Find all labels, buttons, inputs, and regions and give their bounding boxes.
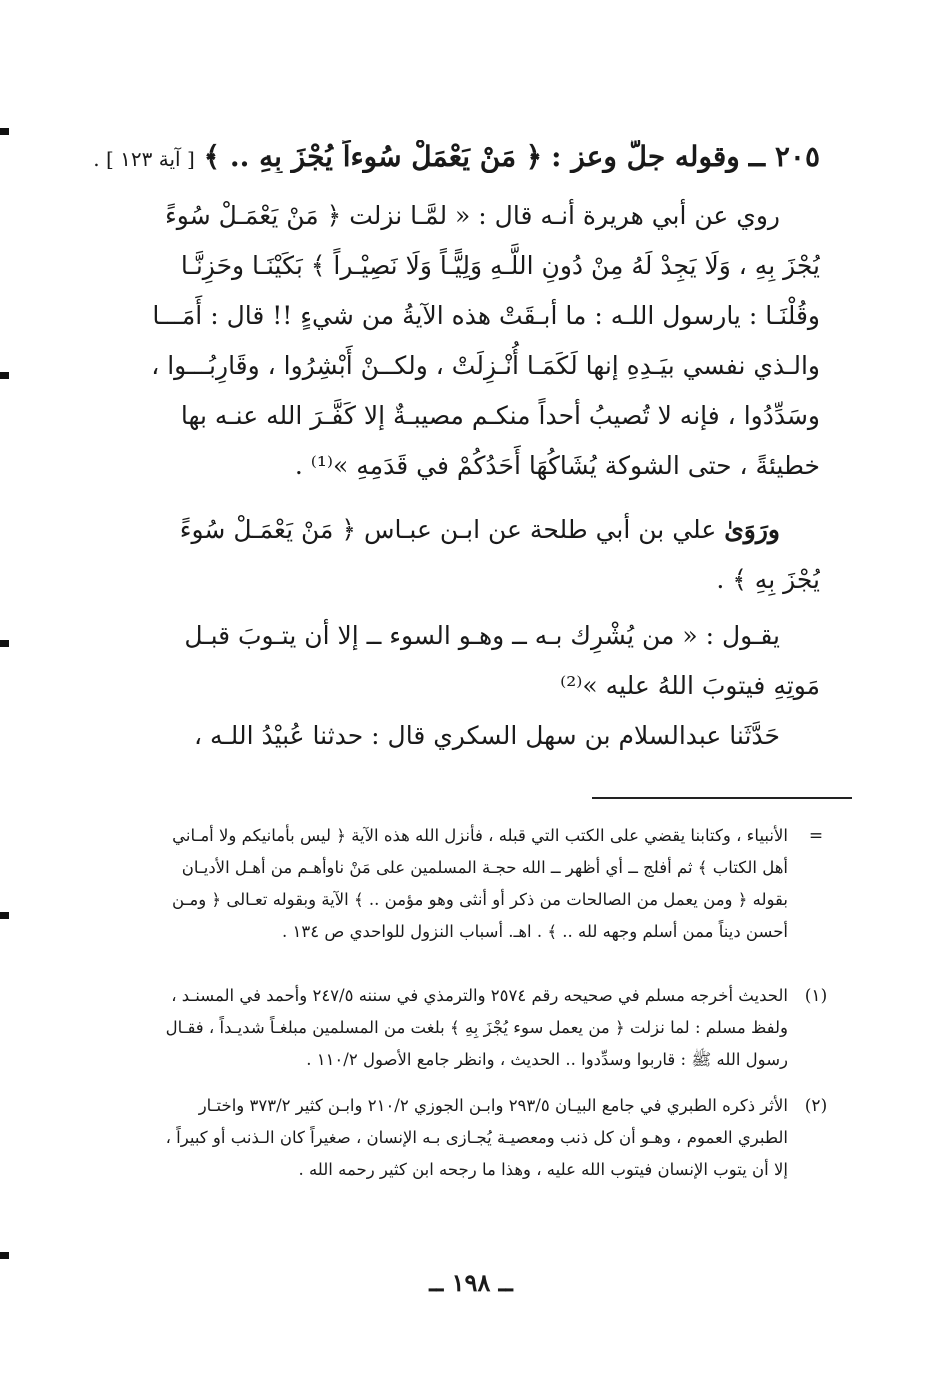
footnote-line: الأثر ذكره الطبري في جامع البيـان ٢٩٣/٥ وابـن الجوزي ٢١٠/٢ وابـن كثير ٣٧٣/٢ واختـار (198, 1096, 788, 1115)
page-number: ــ ١٩٨ ــ (429, 1268, 513, 1297)
footnote-line: الطبري العموم ، وهـو أن كل ذنب ومعصيـة يُجـازى بـه الإنسان ، صغيراً كان الـذنب أو كبيراً ، (165, 1128, 788, 1147)
footnote-line: الأنبياء ، وكتابنا يقضي على الكتب التي قبله ، فأنزل الله هذه الآية ﴿ ليس بأمانيكم ولا أمـاني (172, 826, 788, 845)
body-line: خطيئةً ، حتى الشوكة يُشَاكُهَا أَحَدُكُمْ في قَدَمِهِ »⁽¹⁾ . (294, 451, 820, 480)
body-line: يقـول : « من يُشْرِك بـه ــ وهـو السوء ــ إلا أن يتـوبَ قبـل (184, 621, 780, 650)
section-number: ٢٠٥ ــ (748, 140, 820, 173)
section-heading (84, 140, 820, 173)
footnote-line: إلا أن يتوب الإنسان فيتوب الله عليه ، وهذا ما رجحه ابن كثير رحمه الله . (298, 1160, 788, 1179)
scan-edge-mark (0, 128, 9, 135)
section-title: وقوله جلَّ وعز : (551, 140, 740, 173)
body-line: يُجْزَ بِهِ ﴾ . (716, 565, 820, 594)
scan-edge-mark (0, 912, 9, 919)
body-line: روي عن أبي هريرة أنـه قال : « لمَّـا نزلت ﴿ مَنْ يَعْمَـلْ سُوءً (165, 201, 780, 230)
footnote-line: رسول الله ﷺ : قاربوا وسدِّدوا .. الحديث ، وانظر جامع الأصول ١١٠/٢ . (306, 1050, 788, 1069)
body-line: يُجْزَ بِهِ ، وَلَا يَجِدْ لَهُ مِنْ دُونِ اللَّـهِ وَلِيًّـاً وَلَا نَصِيْـراً ﴾ بَكَيْنَـا وحَزِنَّـا (180, 251, 820, 280)
body-line: والـذي نفسي بيَـدِهِ إنها لَكَمَـا أُنْـزِلَتْ ، ولكــنْ أَبْشِرُوا ، وقَارِبُـــوا ، (151, 351, 820, 380)
scan-edge-mark (0, 372, 9, 379)
footnote-number: (١) (804, 986, 828, 1006)
footnote-line: الحديث أخرجه مسلم في صحيحه رقم ٢٥٧٤ والترمذي في سننه ٢٤٧/٥ وأحمد في المسنـد ، (171, 986, 788, 1005)
scan-edge-mark (0, 1252, 9, 1259)
paragraph-text: علي بن أبي طلحة عن ابـن عبـاس ﴿ مَنْ يَعْمَـلْ سُوءً (179, 515, 717, 544)
footnote-line: أحسن ديناً ممن أسلم وجهه لله .. ﴾ . اهـ. أسباب النزول للواحدي ص ١٣٤ . (282, 922, 788, 941)
body-line: وسَدِّدُوا ، فإنه لا تُصيبُ أحداً منكـم مصيبـةٌ إلا كَفَّـرَ الله عنـه بها (180, 401, 820, 430)
quran-verse: ﴿ مَنْ يَعْمَلْ سُوءاً يُجْزَ بِهِ .. ﴾ (203, 140, 543, 173)
paragraph-lead-word: ورَوَىٰ (724, 515, 780, 544)
body-line (84, 504, 820, 556)
scan-edge-mark (0, 640, 9, 647)
footnote-line: بقوله ﴿ ومن يعمل من الصالحات من ذكر أو أنثى وهو مؤمن .. ﴾ الآية وبقوله تعـالى ﴿ ومـن (171, 890, 788, 909)
body-line: حَدَّثَنا عبدالسلام بن سهل السكري قال : حدثنا عُبيْدُ اللـه ، (193, 721, 780, 750)
footnote-continuation-mark: = (808, 826, 824, 846)
footnote-line: أهل الكتاب ﴾ ثم أفلج ــ أي أظهر ــ الله حجـة المسلمين على مَنْ ناوأهـم من أهـل الأديـان (181, 858, 788, 877)
footnote-line: ولفظ مسلم : لما نزلت ﴿ من يعمل سوء يُجْزَ بِهِ ﴾ بلغت من المسلمين مبلغـاً شديـداً ، فقـال (165, 1018, 788, 1037)
body-line: وقُلْنَـا : يارسول اللـه : ما أبـقَتْ هذه الآيةُ من شيءٍ !! قال : أَمَـــا (152, 301, 820, 330)
footnote-separator (592, 797, 852, 799)
body-line: مَوتِهِ فيتوبَ اللهُ عليه »⁽²⁾ (560, 671, 820, 700)
verse-reference: [ آية ١٢٣ ] . (93, 147, 195, 171)
footnote-number: (٢) (804, 1096, 828, 1116)
